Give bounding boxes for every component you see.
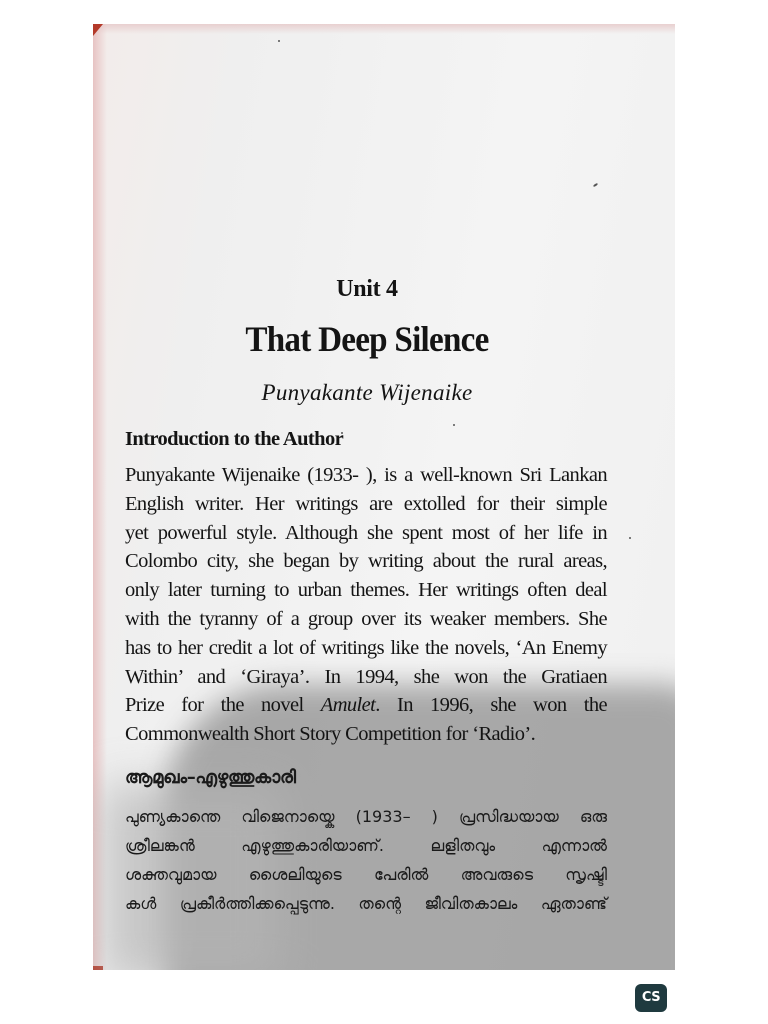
malayalam-paragraph <box>125 802 607 918</box>
paragraph-line: Punyakante Wijenaike (1933- ), is a well-known Sri Lankan <box>125 464 607 486</box>
paragraph-line: Prize for the novel Amulet. In 1996, she won the <box>125 694 607 717</box>
unit-label: Unit 4 <box>336 276 398 302</box>
book-cover-corner-top <box>93 24 103 36</box>
paragraph-line: Commonwealth Short Story Competition for ‘Radio’. <box>125 723 536 746</box>
camscanner-badge: CS <box>635 984 667 1012</box>
paragraph-line: Colombo city, she began by writing about the rural areas, <box>125 550 607 573</box>
dust-speck <box>278 40 280 42</box>
paragraph-line: yet powerful style. Although she spent most of her life in <box>125 521 607 544</box>
malayalam-line: ശക്തവുമായ ശൈലിയുടെ പേരിൽ അവരുടെ സൃഷ്ടി <box>125 865 607 884</box>
paragraph-line: has to her credit a lot of writings like the novels, ‘An Enemy <box>125 636 607 659</box>
dust-speck <box>629 537 631 539</box>
dust-speck <box>453 424 455 426</box>
novel-title-italic: Amulet <box>320 694 376 717</box>
malayalam-line: പുണ്യകാന്തെ വിജെനായ്കെ (1933– ) പ്രസിദ്ധയായ ഒരു <box>125 807 607 826</box>
malayalam-line: ശ്രീലങ്കൻ എഴുത്തുകാരിയാണ്. ലളിതവും എന്നാൽ <box>125 836 607 855</box>
paragraph-line: only later turning to urban themes. Her writings often deal <box>125 579 607 602</box>
malayalam-heading: ആമുഖം–എഴുത്തുകാരി <box>125 767 296 788</box>
intro-paragraph <box>125 461 607 749</box>
book-cover-corner-bottom <box>93 966 103 970</box>
page-edge-top <box>93 24 675 34</box>
chapter-title: That Deep Silence <box>245 319 489 359</box>
intro-heading: Introduction to the Author <box>125 428 344 450</box>
author-name: Punyakante Wijenaike <box>261 380 473 405</box>
paragraph-line: English writer. Her writings are extolled for their simple <box>125 492 607 515</box>
book-page <box>93 24 675 970</box>
paragraph-line: Within’ and ‘Giraya’. In 1994, she won the Gratiaen <box>125 665 607 688</box>
paragraph-line: with the tyranny of a group over its weaker members. She <box>125 607 607 630</box>
malayalam-line: കൾ പ്രകീർത്തിക്കപ്പെടുന്നു. തന്റെ ജീവിതകാലം ഏതാണ്ട് <box>125 894 607 913</box>
dust-speck <box>593 183 598 188</box>
